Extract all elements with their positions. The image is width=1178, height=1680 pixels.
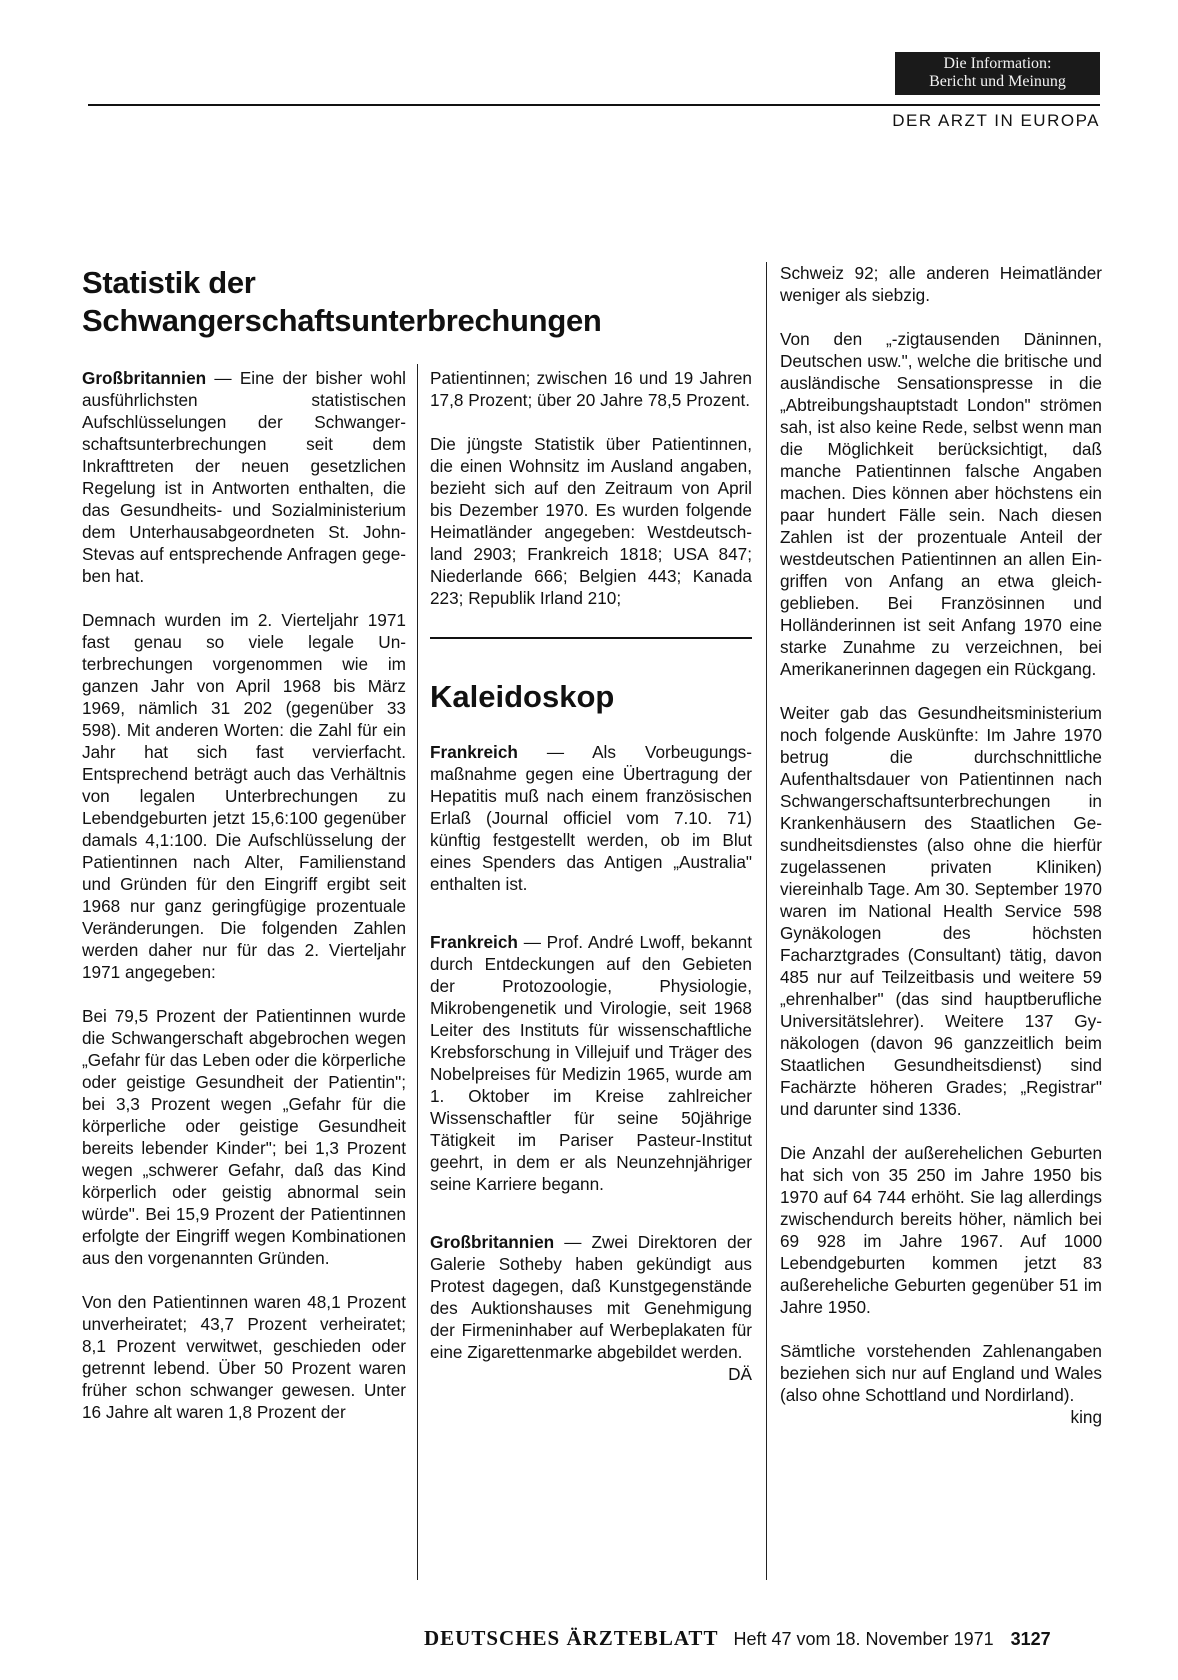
journal-name: DEUTSCHES ÄRZTEBLATT (424, 1626, 719, 1650)
section-separator (430, 637, 752, 639)
paragraph (82, 367, 406, 587)
kaleidoskop-item (430, 931, 752, 1195)
item-text: — Zwei Direktoren der Galerie Sotheby haben gekündigt aus Protest dagegen, daß Kunstgegenstände des Auktionshauses mit Genehmigung der Firmeninhaber auf Werbeplakaten für eine Zigarettenmarke abgebildet werden. (430, 1232, 752, 1362)
country-lead: Großbritannien (430, 1232, 555, 1252)
paragraph: Von den „-zigtausenden Däninnen, Deutschen usw.", welche die britische und ausländische Sensationspresse in die „Abtreibungshauptstadt London" strömen sah, ist also keine Rede, selbst wenn man die Möglichkeit berücksichtigt, daß manche Patientinnen falsche Angaben machen. Dies können aber höchstens ein paar hundert Fälle sein. Nach diesen Zahlen ist der prozentuale Anteil der westdeutschen Patientinnen an allen Eingriffen von Anfang an etwa gleichgeblieben. Bei Französinnen und Holländerinnen ist seit Anfang 1970 eine starke Zunahme zu verzeichnen, bei Amerikanerinnen dagegen ein Rückgang. (780, 329, 1102, 679)
author-sign: DÄ (728, 1364, 752, 1384)
author-sign: king (1070, 1407, 1102, 1427)
paragraph: Von den Patientinnen waren 48,1 Prozent unverheiratet; 43,7 Prozent verheiratet; 8,1 Prozent verwitwet, geschieden oder getrennt lebend. Über 50 Prozent waren früher schon schwanger gewesen. Unter 16 Jahre alt waren 1,8 Prozent der (82, 1292, 406, 1422)
title-line-1: Statistik der (82, 265, 256, 300)
column-divider (417, 364, 418, 1580)
paragraph: Weiter gab das Gesundheitsministerium noch folgende Auskünfte: Im Jahre 1970 betrug die durchschnittliche Aufenthaltsdauer von Patientinnen nach Schwangerschaftsunterbrechungen in Krankenhäusern des Staatlichen Gesundheitsdienstes (also ohne die hierfür zugelassenen privaten Kliniken) viereinhalb Tage. Am 30. September 1970 waren im National Health Service 598 Gynäkologen des höchsten Facharztgrades (Consultant) tätig, davon 485 nur auf Teilzeitbasis und weitere 59 „ehrenhalber" (das sind hauptberufliche Universitätslehrer). Weitere 137 Gynäkologen (davon 96 ganzzeitlich beim Staatlichen Gesundheitsdienst) sind Fachärzte höheren Grades; „Registrar" und darunter sind 1336. (780, 703, 1102, 1119)
paragraph-text: Sämtliche vorstehenden Zahlenangaben beziehen sich nur auf England und Wales (also ohne Schottland und Nordirland). (780, 1341, 1102, 1405)
column-divider (766, 262, 767, 1580)
paragraph: Die jüngste Statistik über Patientinnen, die einen Wohnsitz im Ausland angaben, bezieht sich auf den Zeitraum von April bis Dezember 1970. Es wurden folgende Heimatländer angegeben: Westdeutschland 2903; Frankreich 1818; USA 847; Niederlande 666; Belgien 443; Kanada 223; Republik Irland 210; (430, 434, 752, 608)
column-1 (82, 367, 406, 1445)
page-number: 3127 (1010, 1629, 1051, 1649)
issue-info: Heft 47 vom 18. November 1971 (733, 1629, 994, 1649)
article-title (82, 264, 722, 340)
kaleidoskop-title: Kaleidoskop (430, 679, 615, 714)
item-text: — Prof. André Lwoff, bekannt durch Entdeckungen auf den Gebieten der Protozoologie, Physiologie, Mikrobengenetik und Virologie, seit 1968 Leiter des Instituts für wissenschaftliche Krebsforschung in Villejuif und Träger des Nobelpreises für Medizin 1965, wurde am 1. Oktober im Kreise zahlreicher Wissenschaftler für seine 50jährige Tätigkeit im Pariser Pasteur-Institut geehrt, in dem er als Neunzehnjähriger seine Karriere begann. (430, 932, 752, 1194)
country-lead: Frankreich (430, 742, 518, 762)
page-footer (424, 1626, 1051, 1651)
column-2 (430, 367, 752, 1385)
paragraph: Bei 79,5 Prozent der Patientinnen wurde die Schwangerschaft abgebrochen wegen „Gefahr für das Leben oder die körperliche oder geistige Gesundheit der Patientin"; bei 3,3 Prozent wegen „Gefahr für die körperliche oder geistige Gesundheit bereits lebender Kinder"; bei 1,3 Prozent wegen „schwerer Gefahr, daß das Kind körperlich oder geistig abnormal sein würde". Bei 15,9 Prozent der Patientinnen erfolgte der Eingriff wegen Kombinationen aus den vorgenannten Gründen. (82, 1006, 406, 1268)
section-label: DER ARZT IN EUROPA (892, 111, 1100, 130)
section-badge (895, 52, 1100, 95)
paragraph: Schweiz 92; alle anderen Heimatländer weniger als siebzig. (780, 263, 1102, 305)
title-line-2: Schwangerschaftsunterbrechungen (82, 303, 602, 338)
badge-line-1: Die Information: (943, 55, 1052, 72)
badge-line-2: Bericht und Meinung (929, 73, 1066, 90)
country-lead: Frankreich (430, 932, 518, 952)
country-lead: Großbritannien (82, 368, 207, 388)
paragraph: Die Anzahl der außerehelichen Geburten hat sich von 35 250 im Jahre 1950 bis 1970 auf 64 744 erhöht. Sie lag allerdings zwischendurch bereits höher, nämlich bei 69 928 im Jahre 1967. Auf 1000 Lebendgeburten kommen jetzt 83 außereheliche Geburten gegenüber 51 im Jahre 1950. (780, 1143, 1102, 1317)
paragraph-text: — Eine der bisher wohl ausführlichsten statistischen Aufschlüsselungen der Schwangerschaftsunterbrechungen seit dem Inkrafttreten der neuen gesetzlichen Regelung ist in Antworten enthalten, die das Gesundheits- und Sozialministerium dem Unterhausabgeordneten St. John-Stevas auf entsprechende Anfragen gegeben hat. (82, 368, 406, 586)
item-text: — Als Vorbeugungsmaßnahme gegen eine Übertragung der Hepatitis muß nach einem französischen Erlaß (Journal officiel vom 7.10. 71) künftig festgestellt werden, ob im Blut eines Spenders das Antigen „Australia" enthalten ist. (430, 742, 752, 894)
paragraph: Demnach wurden im 2. Vierteljahr 1971 fast genau so viele legale Unterbrechungen vorgenommen wie im ganzen Jahr von April 1968 bis März 1969, nämlich 31 202 (gegenüber 33 598). Mit anderen Worten: die Zahl für ein Jahr hat sich fast vervierfacht. Entsprechend beträgt auch das Verhältnis von legalen Unterbrechungen zu Lebendgeburten jetzt 15,6:100 gegenüber damals 4,1:100. Die Aufschlüsselung der Patientinnen nach Alter, Familienstand und Gründen für den Eingriff ergibt seit 1968 nur ganz geringfügige prozentuale Veränderungen. Die folgenden Zahlen werden daher nur für das 2. Vierteljahr 1971 angegeben: (82, 610, 406, 982)
column-3 (780, 262, 1102, 1428)
paragraph (780, 1340, 1102, 1427)
kaleidoskop-item (430, 741, 752, 895)
header-rule (88, 104, 1100, 106)
paragraph: Patientinnen; zwischen 16 und 19 Jahren 17,8 Prozent; über 20 Jahre 78,5 Prozent. (430, 368, 752, 410)
kaleidoskop-item (430, 1231, 752, 1384)
